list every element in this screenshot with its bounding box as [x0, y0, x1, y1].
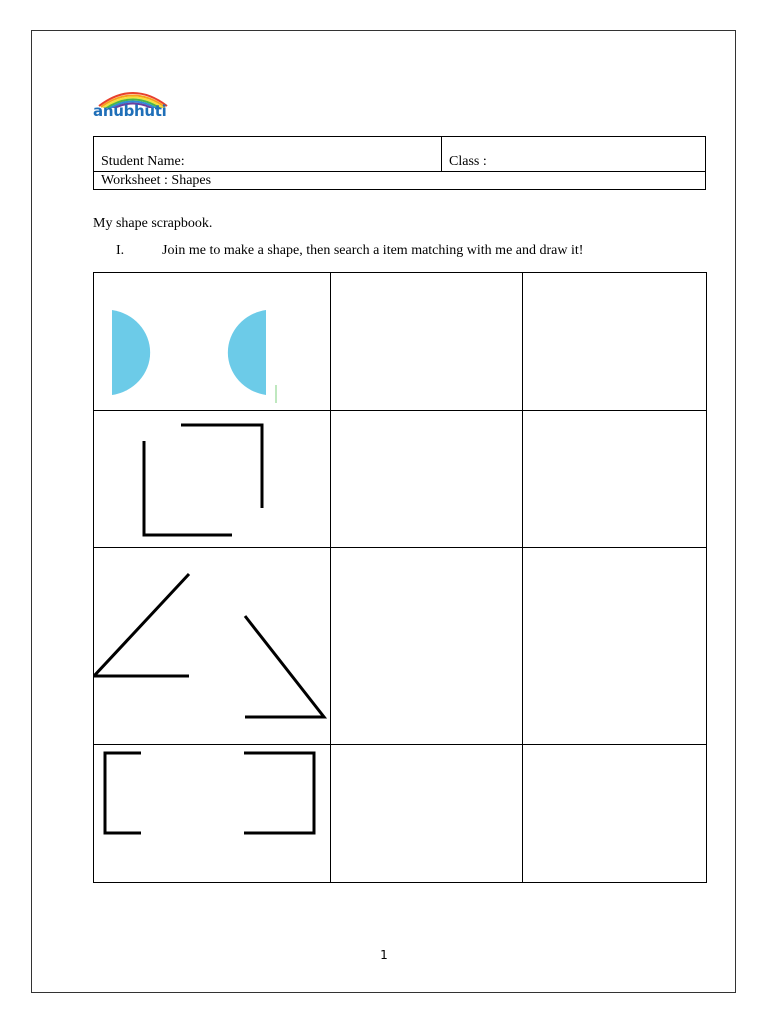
draw-cell[interactable]: [523, 411, 707, 548]
match-cell[interactable]: [331, 273, 523, 411]
shape-grid: [93, 272, 707, 883]
shape-cell-semicircles: [94, 273, 331, 411]
shape-cell-square: [94, 411, 331, 548]
page-number: 1: [380, 948, 388, 962]
instruction-number: I.: [116, 243, 125, 258]
instruction: [116, 243, 583, 259]
table-row: [94, 411, 707, 548]
match-cell[interactable]: [331, 745, 523, 883]
student-name-label: Student Name:: [94, 137, 442, 172]
class-label: Class :: [442, 137, 706, 172]
semicircle-halves-icon: [94, 273, 331, 411]
rectangle-halves-icon: [94, 745, 331, 883]
instruction-text: Join me to make a shape, then search a item matching with me and draw it!: [162, 243, 584, 258]
worksheet-label: Worksheet : Shapes: [94, 172, 706, 190]
table-row: [94, 745, 707, 883]
square-halves-icon: [94, 411, 331, 548]
draw-cell[interactable]: [523, 548, 707, 745]
shape-cell-rectangle: [94, 745, 331, 883]
draw-cell[interactable]: [523, 273, 707, 411]
match-cell[interactable]: [331, 411, 523, 548]
logo-text: anubhuti: [93, 102, 167, 120]
match-cell[interactable]: [331, 548, 523, 745]
intro-text: My shape scrapbook.: [93, 216, 213, 231]
student-info-table: [93, 136, 706, 190]
draw-cell[interactable]: [523, 745, 707, 883]
anubhuti-logo: [93, 84, 183, 128]
table-row: [94, 548, 707, 745]
table-row: [94, 273, 707, 411]
shape-cell-triangle: [94, 548, 331, 745]
triangle-halves-icon: [94, 548, 331, 745]
